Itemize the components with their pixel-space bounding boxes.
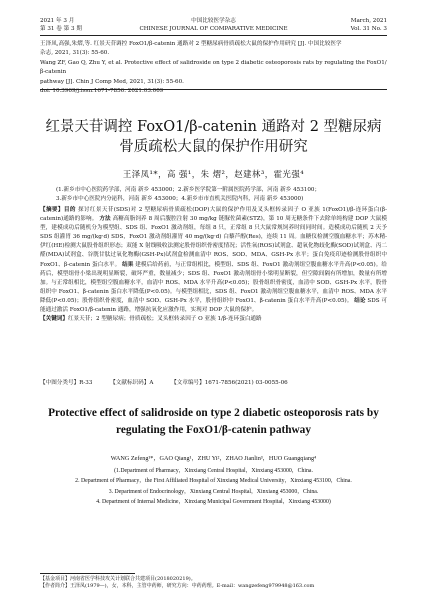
header-date: 2021 年 3 月 <box>40 18 75 24</box>
authors-en: WANG Zefeng¹*，GAO Qiang¹，ZHU Yi²，ZHAO Jianlin³，HUO Guangqiang⁴ <box>110 455 317 462</box>
fund-note: 【基金项目】河南省医学科技攻关计划联合共建项目(2018020219)。 <box>40 576 196 582</box>
conclusion-text: SDS 可能通过激活 FoxO1/β-catenin 通路，增强抗氧化应激作用，实现对 DOP 大鼠的保护。 <box>40 297 387 314</box>
affiliations-cn <box>56 186 371 205</box>
results-heading: 结果 <box>122 261 134 268</box>
author-note: 【作者简介】王泽凤(1979—)，女，本科，主管中药师，研究方向：中药药理。E-mail：wangzefeng979948@163.com <box>40 583 315 590</box>
title-cn-line: 骨质疏松大鼠的保护作用研究 <box>119 139 308 155</box>
journal-name-en: CHINESE JOURNAL OF COMPARATIVE MEDICINE <box>139 26 288 32</box>
abstract-cn <box>40 206 387 324</box>
citation-line: Wang ZF, Gao Q, Zhu Y, et al. Protective effect of salidroside on type 2 diabetic osteoporosis rats by regulating the FoxO1/β-catenin <box>40 59 387 76</box>
clc-number: 【中图分类号】R-33 <box>40 380 93 386</box>
affiliation-en-line: 3. Department of Endocrinology，Xinxiang Central Hospital，Xinxiang 453000，China. <box>108 488 319 495</box>
journal-name-cn: 中国比较医学杂志 <box>191 18 236 24</box>
article-number: 【文章编号】1671-7856(2021) 03-0055-06 <box>171 380 288 386</box>
affiliation-en-line: 4. Department of Internal Medicine，Xinxiang Municipal Government Hospital，Xinxiang 453000) <box>96 499 331 506</box>
methods-heading: 方法 <box>99 216 111 223</box>
doi-line: doi: 10.3969/j.issn.1671-7856. 2021.03.009 <box>40 88 164 95</box>
keywords-text: 红景天苷；2 型糖尿病；骨质疏松；叉头框转录因子 O 亚族 1/β-连环蛋白通路 <box>67 316 262 323</box>
affiliation-en-line: 2. Department of Pharmacy，the First Affiliated Hospital of Xinxiang Medical University，Xinxiang 453100，China. <box>75 478 352 485</box>
header-date-en: March, 2021 <box>350 18 387 24</box>
methods-text: 高糖高脂饲养 8 周后腹腔注射 30 mg/kg 链脲佐菌素(STZ)，第 10 周无糖条件下去除单纯构建 DOP 大鼠模型，建模成功后随机分为模型组、SDS 组、FoxO1 激动剂组，每组 8 只，正常组 8 只大鼠常规饲养时间同时间。造模成功后随机 2 天予 SDS 组灌胃 36 mg/(kg·d) SDS，FoxO1 激动剂组灌胃 40 mg/(kg·d) 白藜芦醇(Res)，连续 11 周。血糖仪检测空腹血糖水平；苏木精-伊红(HE)检测大鼠股骨组织形态；双能 X 射线吸收法测定股骨组织骨密度情况；活性氧(ROS)试剂盒、超氧化物歧化酶(SOD)试剂盒、丙二醛(MDA)试剂盒、谷胱甘肽过氧化物酶(GSH-Px)试剂盒检测血清中 ROS、SOD、MDA、GSH-Px 水平；蛋白免疫印迹检测股骨组织中 FoxO1、β-catenin 蛋白水平。 <box>40 216 388 268</box>
header-volume: 第 31 卷 第 3 期 <box>40 26 82 32</box>
objective-heading: 目的 <box>63 207 76 213</box>
title-en <box>40 405 387 439</box>
citation-line: 王泽凤,高强,朱熠,等. 红景天苷调控 FoxO1/β-catenin 通路对 2 型糖尿病骨质疏松大鼠的保护作用研究 [J]. 中国比较医学 <box>40 41 342 47</box>
title-en-line: Protective effect of salidroside on type 2 diabetic osteoporosis rats by <box>48 407 379 419</box>
authors-cn: 王泽凤¹*，高 强¹，朱 熠²，赵建林³，霍光强⁴ <box>122 169 305 179</box>
conclusion-heading: 结论 <box>354 297 366 304</box>
citation-line: pathway [J]. Chin J Comp Med, 2021, 31(3): 55-60. <box>40 78 184 85</box>
citation-block <box>40 40 387 96</box>
classification-row <box>40 379 387 388</box>
footnotes <box>40 576 387 591</box>
header-volume-en: Vol. 31 No. 3 <box>350 26 387 32</box>
document-code: 【文献标识码】A <box>110 380 154 386</box>
affiliation-line: (1.新乡市中心医院药学部，河南 新乡 453000；2.新乡医学院第一附属医院药学部，河南 新乡 453100； <box>56 187 321 193</box>
title-cn-line: 红景天苷调控 FoxO1/β-catenin 通路对 2 型糖尿病 <box>45 119 382 135</box>
title-en-line: regulating the FoxO1/β-catenin pathway <box>116 424 311 436</box>
affiliation-line: 3.新乡市中心医院内分泌科，河南 新乡 453000；4.新乡市市直机关医院内科，河南 新乡 453000) <box>56 196 304 203</box>
abstract-label: 【摘要】 <box>40 207 64 213</box>
keywords-label: 【关键词】 <box>40 316 68 323</box>
title-cn <box>40 117 387 157</box>
citation-rule <box>40 89 387 90</box>
results-text: 建模后给药前，与正常组相比，模型组、SDS 组、FoxO1 激动剂组空腹血糖水平升高(P<0.05)。给药后，模型组骨小梁出现明显断裂，破坏严重，数量减少；SDS 组、FoxO1 激动剂组骨小梁明显断裂，但空隙间隔有所增加，数量有所增加。与正常组相比，模型组空腹血糖水平，血清中 ROS、MDA 水平升高(P<0.05)；股骨组织骨密度，血清中 SOD、GSH-Px 水平，股骨组织中 FoxO1、β-catenin 蛋白水平降低(P<0.05)。与模型组相比，SDS 组、FoxO1 激动剂组空腹血糖水平，血清中 ROS、MDA 水平降低(P<0.05)；股骨组织骨密度，血清中 SOD、GSH-Px 水平，股骨组织中 FoxO1、β-catenin 蛋白水平升高(P<0.05)。 <box>40 261 387 304</box>
affiliations-en <box>40 466 387 508</box>
affiliation-en-line: (1.Department of Pharmacy，Xinxiang Central Hospital，Xinxiang 453000，China. <box>114 468 313 474</box>
header-rule <box>40 35 387 36</box>
citation-line: 杂志, 2021, 31(3): 55-60. <box>40 50 110 57</box>
footnote-rule <box>40 573 135 574</box>
objective-text: 探讨红景天苷(SDS)对 2 型糖尿病骨质疏松(DOP)大鼠的保护作用及叉头框转录因子 O 亚族 1(FoxO1)/β-连环蛋白(β-catenin)通路的影响。 <box>40 207 387 223</box>
